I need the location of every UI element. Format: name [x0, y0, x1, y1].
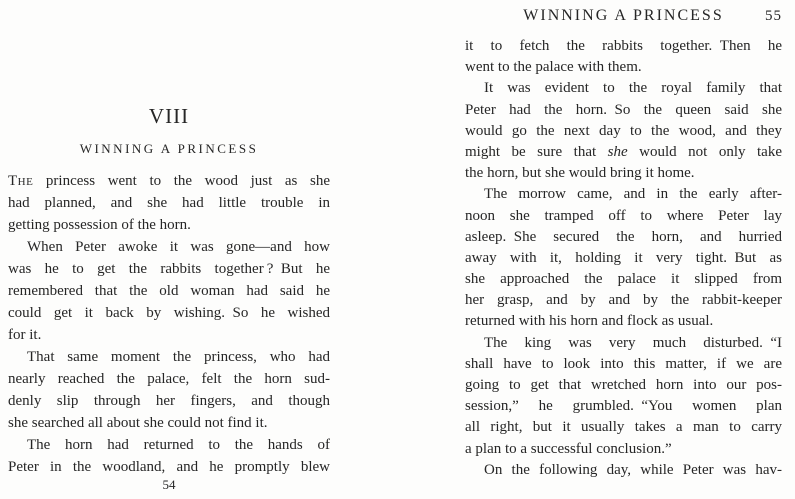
text-line [465, 375, 782, 396]
text-line [465, 121, 782, 142]
text-line [8, 346, 330, 368]
text-line [465, 269, 782, 290]
text-line [465, 417, 782, 438]
text-segment: That same moment the princess, who had [27, 349, 330, 365]
text-segment: The morrow came, and in the early after- [484, 186, 782, 203]
right-page-number: 55 [765, 8, 782, 24]
text-line [8, 258, 330, 280]
text-line [465, 57, 782, 78]
text-segment: was he to get the rabbits together ? But he [8, 261, 330, 277]
text-segment: session,” he grumbled. “You women plan [465, 398, 782, 415]
text-segment: she searched all about she could not find it. [8, 415, 268, 431]
text-segment: It was evident to the royal family that [484, 80, 782, 97]
text-line [8, 456, 330, 478]
text-line [465, 142, 782, 163]
text-line [8, 170, 330, 192]
text-segment: could get it back by wishing. So he wished [8, 305, 330, 321]
text-segment: On the following day, while Peter was hav- [484, 461, 782, 478]
text-segment: denly slip through her fingers, and though [8, 393, 330, 409]
text-segment: went to the palace with them. [465, 59, 642, 76]
text-line [8, 236, 330, 258]
text-segment: getting possession of the horn. [8, 217, 191, 233]
text-segment: would not only take [627, 143, 782, 160]
text-line [8, 280, 330, 302]
text-line [465, 227, 782, 248]
running-header [465, 6, 782, 26]
text-line [465, 311, 782, 332]
left-page-body [8, 170, 330, 478]
text-line [465, 78, 782, 99]
left-page [8, 0, 330, 499]
text-segment: the horn, but she would bring it home. [465, 165, 695, 182]
text-line [8, 368, 330, 390]
text-line [465, 333, 782, 354]
text-line [465, 290, 782, 311]
text-segment: away with it, holding it very tight. But as [465, 249, 782, 266]
text-line [465, 100, 782, 121]
text-segment: The king was very much disturbed. “I [484, 334, 782, 351]
text-segment-italic: she [607, 143, 628, 160]
text-segment: a plan to a successful conclusion.” [465, 440, 672, 457]
text-line [8, 192, 330, 214]
text-segment: going to get that wretched horn into our pos- [465, 377, 782, 393]
right-page-body [465, 36, 782, 481]
text-line [465, 206, 782, 227]
right-page [465, 0, 782, 499]
text-line [465, 184, 782, 205]
running-header-title: WINNING A PRINCESS [523, 7, 724, 24]
text-line [8, 390, 330, 412]
text-segment: Peter in the woodland, and he promptly blew [8, 459, 330, 475]
text-line [465, 36, 782, 57]
text-line [465, 460, 782, 481]
text-line [8, 412, 330, 434]
text-segment: had planned, and she had little trouble in [8, 195, 330, 211]
text-line [465, 439, 782, 460]
text-segment: When Peter awoke it was gone—and how [27, 239, 330, 255]
text-line [465, 163, 782, 184]
text-line [465, 354, 782, 375]
text-segment: she approached the palace it slipped from [465, 271, 782, 288]
chapter-title: WINNING A PRINCESS [79, 141, 259, 156]
text-segment: nearly reached the palace, felt the horn sud- [8, 371, 330, 387]
text-segment: The horn had returned to the hands of [27, 437, 330, 453]
text-segment-smallcaps: The [8, 173, 34, 189]
text-segment: her grasp, and by and by the rabbit-keeper [465, 292, 782, 309]
text-segment: it to fetch the rabbits together. Then he [465, 38, 782, 54]
text-segment: princess went to the wood just as she [33, 173, 330, 189]
text-line [465, 248, 782, 269]
text-line [465, 396, 782, 417]
text-segment: for it. [8, 327, 42, 343]
chapter-number: VIII [148, 104, 190, 128]
text-segment: remembered that the old woman had said he [8, 283, 330, 299]
text-line [8, 324, 330, 346]
text-segment: shall have to look into this matter, if we are [465, 355, 782, 372]
text-segment: asleep. She secured the horn, and hurried [465, 228, 782, 245]
text-segment: Peter had the horn. So the queen said she [465, 101, 782, 118]
text-line [8, 214, 330, 236]
text-segment: all right, but it usually takes a man to carry [465, 419, 782, 436]
text-line [8, 434, 330, 456]
text-segment: noon she tramped off to where Peter lay [465, 207, 782, 224]
text-segment: might be sure that [465, 143, 608, 160]
left-page-number: 54 [162, 477, 176, 492]
text-segment: returned with his horn and flock as usual. [465, 313, 714, 330]
text-segment: would go the next day to the wood, and they [465, 122, 782, 139]
text-line [8, 302, 330, 324]
